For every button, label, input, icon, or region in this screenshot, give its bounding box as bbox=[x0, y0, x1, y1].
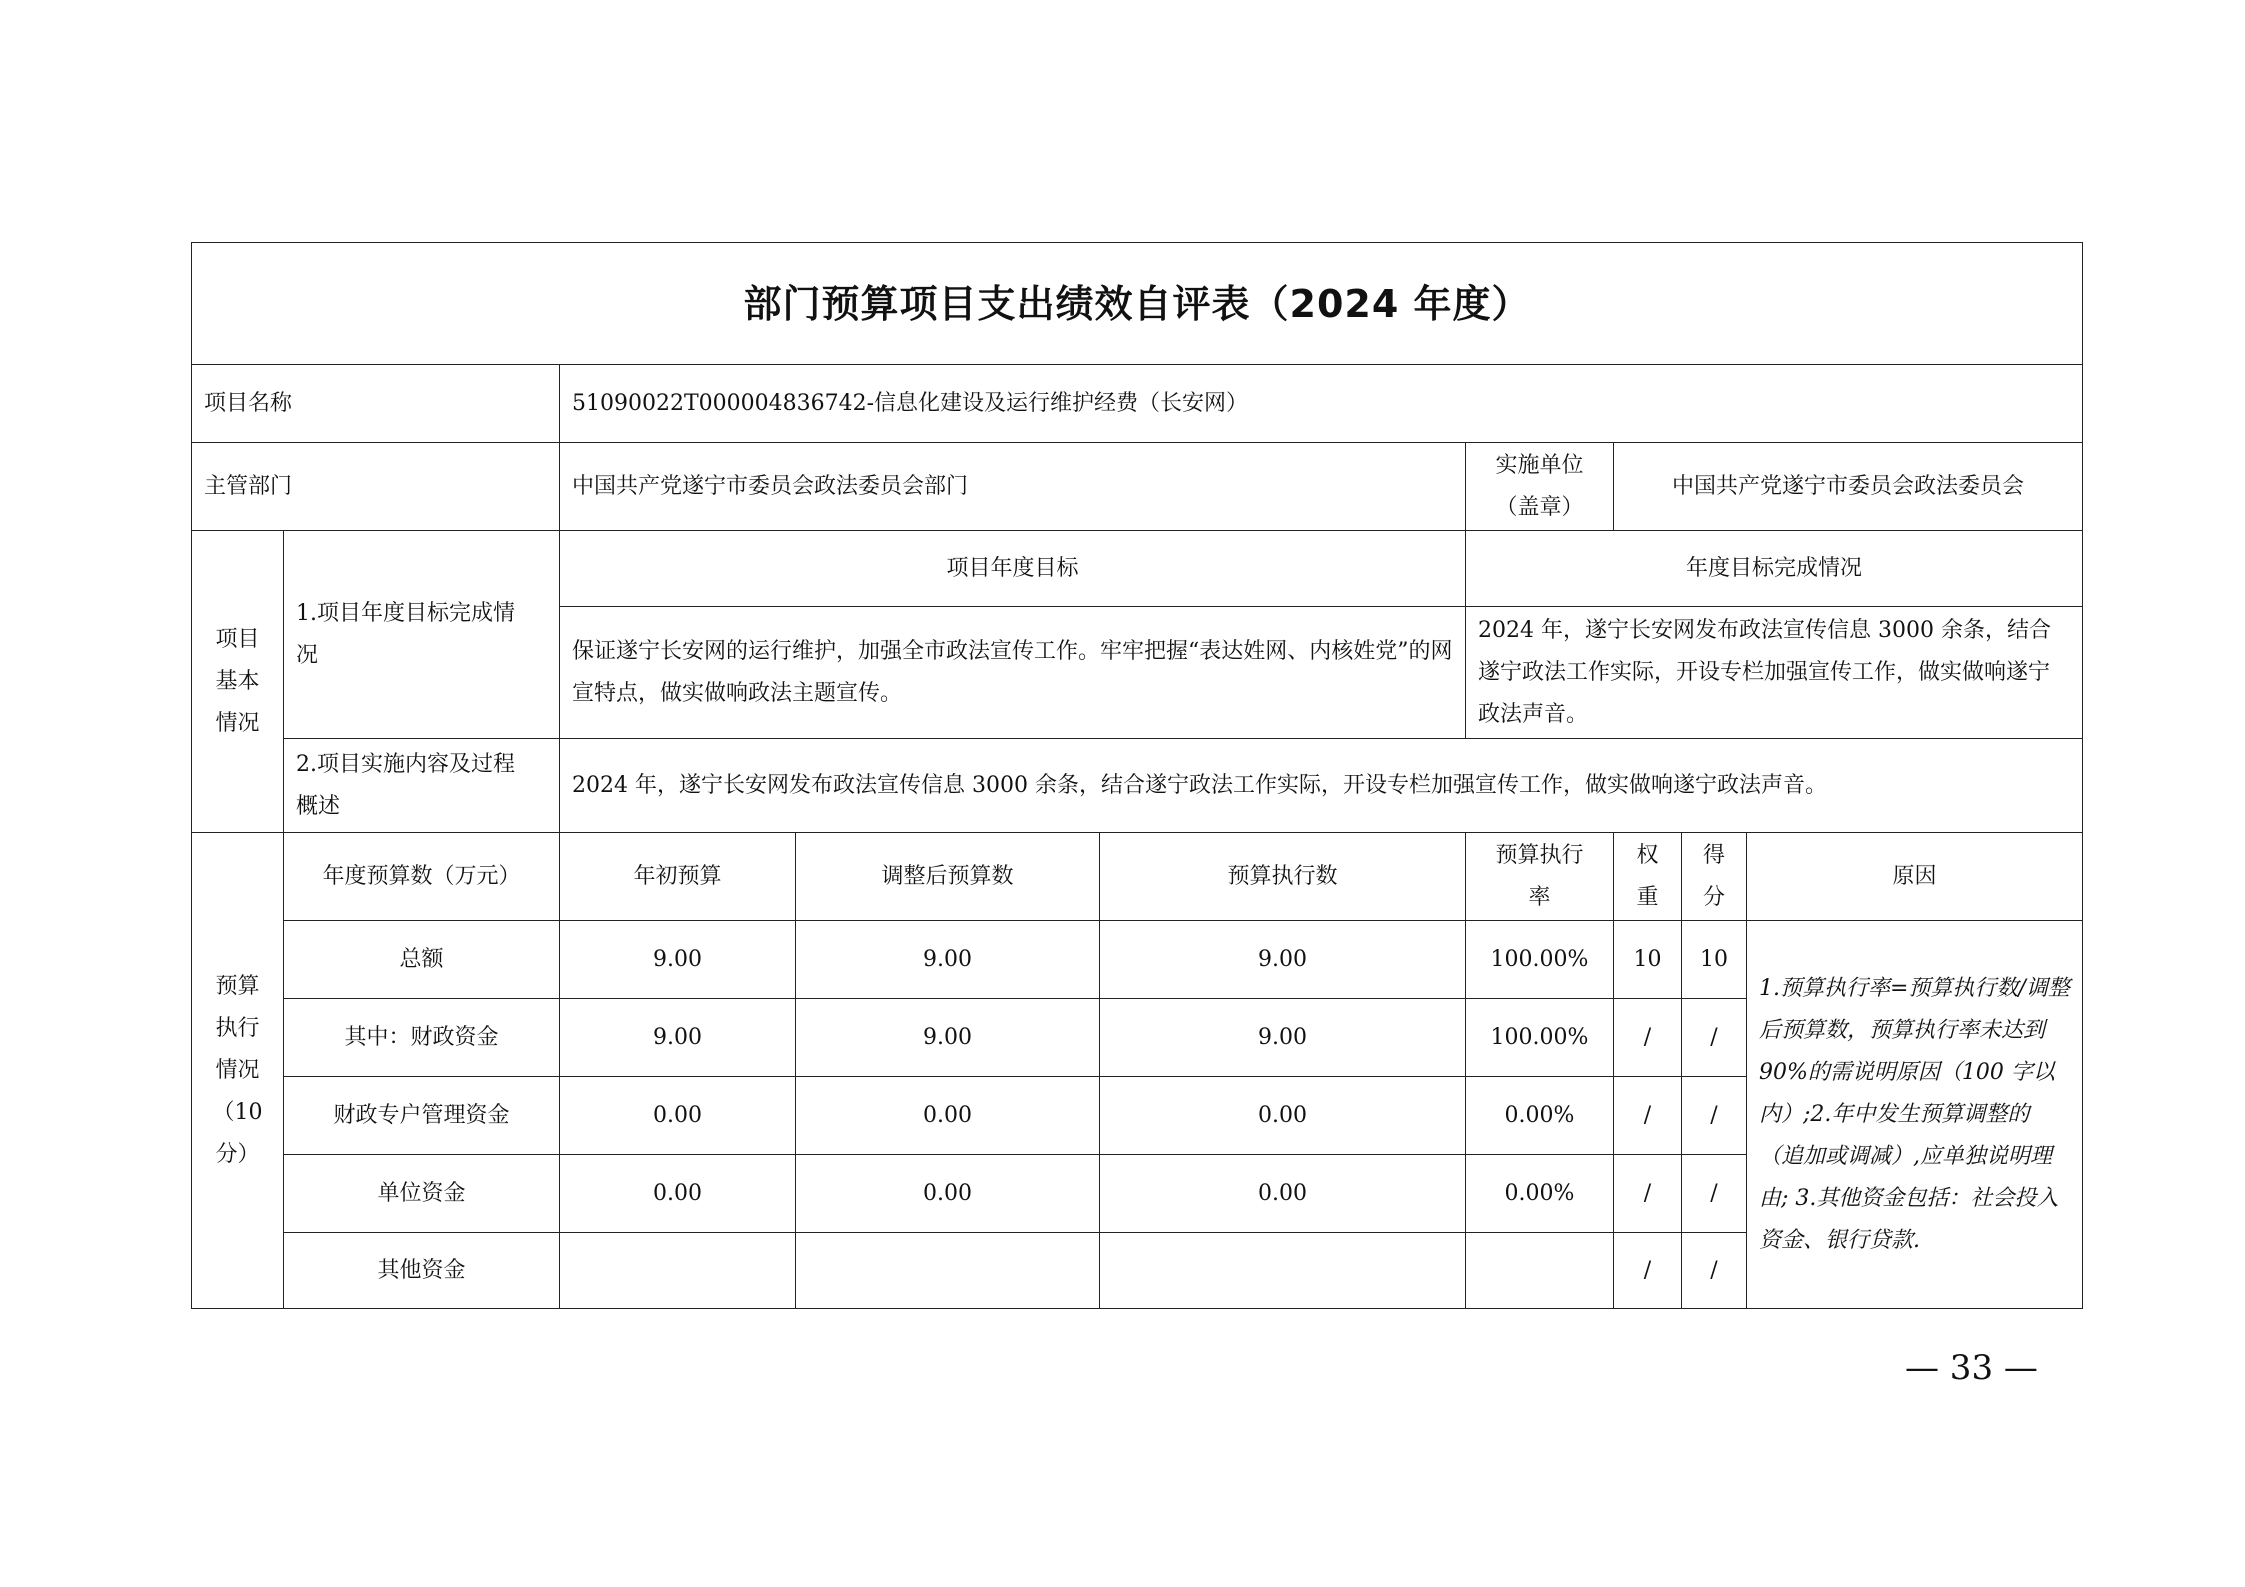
table-row bbox=[192, 921, 2083, 999]
row-score: / bbox=[1682, 1155, 1747, 1233]
col-header-score-line: 得 bbox=[1702, 842, 1725, 868]
impl-row-label-line: 2.项目实施内容及过程 bbox=[296, 751, 515, 777]
goal-row-label-line: 况 bbox=[296, 642, 319, 668]
col-header-score bbox=[1682, 833, 1747, 921]
row-item: 单位资金 bbox=[284, 1155, 560, 1233]
row-weight: 10 bbox=[1614, 921, 1682, 999]
row-item: 其他资金 bbox=[284, 1233, 560, 1309]
row-item: 总额 bbox=[284, 921, 560, 999]
row-weight: / bbox=[1614, 1233, 1682, 1309]
budget-label-line: 执行 bbox=[215, 1015, 260, 1041]
impl-unit-label-line2: （盖章） bbox=[1495, 494, 1584, 520]
row-initial: 0.00 bbox=[560, 1077, 796, 1155]
basic-label-line: 情况 bbox=[215, 710, 260, 736]
col-header-weight-line: 权 bbox=[1636, 842, 1659, 868]
row-initial: 9.00 bbox=[560, 999, 796, 1077]
col-header-adjusted: 调整后预算数 bbox=[796, 833, 1100, 921]
row-adjusted: 9.00 bbox=[796, 999, 1100, 1077]
row-adjusted: 0.00 bbox=[796, 1155, 1100, 1233]
goal-row-label-line: 1.项目年度目标完成情 bbox=[296, 600, 515, 626]
budget-label-line: 分） bbox=[215, 1141, 260, 1167]
row-rate: 100.00% bbox=[1466, 999, 1614, 1077]
impl-row-label-line: 概述 bbox=[296, 793, 341, 819]
col-header-weight bbox=[1614, 833, 1682, 921]
reason-note: 1.预算执行率=预算执行数/调整后预算数，预算执行率未达到90%的需说明原因（100 字以内）;2.年中发生预算调整的（追加或调减）,应单独说明理由; 3.其他资金包括：社会投入资金、银行贷款. bbox=[1747, 921, 2083, 1309]
col-header-rate bbox=[1466, 833, 1614, 921]
impl-unit-label bbox=[1466, 443, 1614, 531]
col-header-reason: 原因 bbox=[1747, 833, 2083, 921]
completion-text: 2024 年，遂宁长安网发布政法宣传信息 3000 余条，结合遂宁政法工作实际，开设专栏加强宣传工作，做实做响遂宁政法声音。 bbox=[1466, 607, 2083, 739]
basic-label-line: 基本 bbox=[215, 668, 260, 694]
row-rate: 0.00% bbox=[1466, 1077, 1614, 1155]
row-weight: / bbox=[1614, 1077, 1682, 1155]
row-item: 其中：财政资金 bbox=[284, 999, 560, 1077]
row-rate bbox=[1466, 1233, 1614, 1309]
row-adjusted: 9.00 bbox=[796, 921, 1100, 999]
budget-label-line: （10 bbox=[212, 1099, 263, 1125]
goal-row-label bbox=[284, 531, 560, 739]
row-adjusted bbox=[796, 1233, 1100, 1309]
performance-table bbox=[191, 242, 2083, 1309]
row-score: / bbox=[1682, 999, 1747, 1077]
col-header-initial: 年初预算 bbox=[560, 833, 796, 921]
row-executed: 9.00 bbox=[1100, 921, 1466, 999]
col-header-rate-line: 预算执行 bbox=[1495, 842, 1584, 868]
impl-unit-value: 中国共产党遂宁市委员会政法委员会 bbox=[1614, 443, 2083, 531]
completion-col-header: 年度目标完成情况 bbox=[1466, 531, 2083, 607]
goal-text: 保证遂宁长安网的运行维护，加强全市政法宣传工作。牢牢把握“表达姓网、内核姓党”的网宣特点，做实做响政法主题宣传。 bbox=[560, 607, 1466, 739]
budget-label-line: 预算 bbox=[215, 973, 260, 999]
goal-col-header: 项目年度目标 bbox=[560, 531, 1466, 607]
basic-section-label bbox=[192, 531, 284, 833]
row-score: / bbox=[1682, 1233, 1747, 1309]
impl-text: 2024 年，遂宁长安网发布政法宣传信息 3000 余条，结合遂宁政法工作实际，开设专栏加强宣传工作，做实做响遂宁政法声音。 bbox=[560, 739, 2083, 833]
project-name-label: 项目名称 bbox=[192, 365, 560, 443]
col-header-weight-line: 重 bbox=[1636, 884, 1659, 910]
row-adjusted: 0.00 bbox=[796, 1077, 1100, 1155]
col-header-executed: 预算执行数 bbox=[1100, 833, 1466, 921]
row-initial bbox=[560, 1233, 796, 1309]
row-weight: / bbox=[1614, 999, 1682, 1077]
budget-section-label bbox=[192, 833, 284, 1309]
row-rate: 0.00% bbox=[1466, 1155, 1614, 1233]
row-initial: 0.00 bbox=[560, 1155, 796, 1233]
row-executed bbox=[1100, 1233, 1466, 1309]
page-number: — 33 — bbox=[1905, 1348, 2038, 1388]
performance-table-sheet bbox=[191, 242, 2082, 1309]
table-title: 部门预算项目支出绩效自评表（2024 年度） bbox=[192, 243, 2083, 365]
row-executed: 9.00 bbox=[1100, 999, 1466, 1077]
dept-value: 中国共产党遂宁市委员会政法委员会部门 bbox=[560, 443, 1466, 531]
row-item: 财政专户管理资金 bbox=[284, 1077, 560, 1155]
col-header-score-line: 分 bbox=[1702, 884, 1725, 910]
row-rate: 100.00% bbox=[1466, 921, 1614, 999]
basic-label-line: 项目 bbox=[215, 626, 260, 652]
dept-label: 主管部门 bbox=[192, 443, 560, 531]
impl-unit-label-line1: 实施单位 bbox=[1495, 452, 1584, 478]
row-score: 10 bbox=[1682, 921, 1747, 999]
budget-label-line: 情况 bbox=[215, 1057, 260, 1083]
row-executed: 0.00 bbox=[1100, 1077, 1466, 1155]
impl-row-label bbox=[284, 739, 560, 833]
row-weight: / bbox=[1614, 1155, 1682, 1233]
project-name-value: 51090022T000004836742-信息化建设及运行维护经费（长安网） bbox=[560, 365, 2083, 443]
row-score: / bbox=[1682, 1077, 1747, 1155]
col-header-item: 年度预算数（万元） bbox=[284, 833, 560, 921]
col-header-rate-line: 率 bbox=[1528, 884, 1551, 910]
row-initial: 9.00 bbox=[560, 921, 796, 999]
row-executed: 0.00 bbox=[1100, 1155, 1466, 1233]
